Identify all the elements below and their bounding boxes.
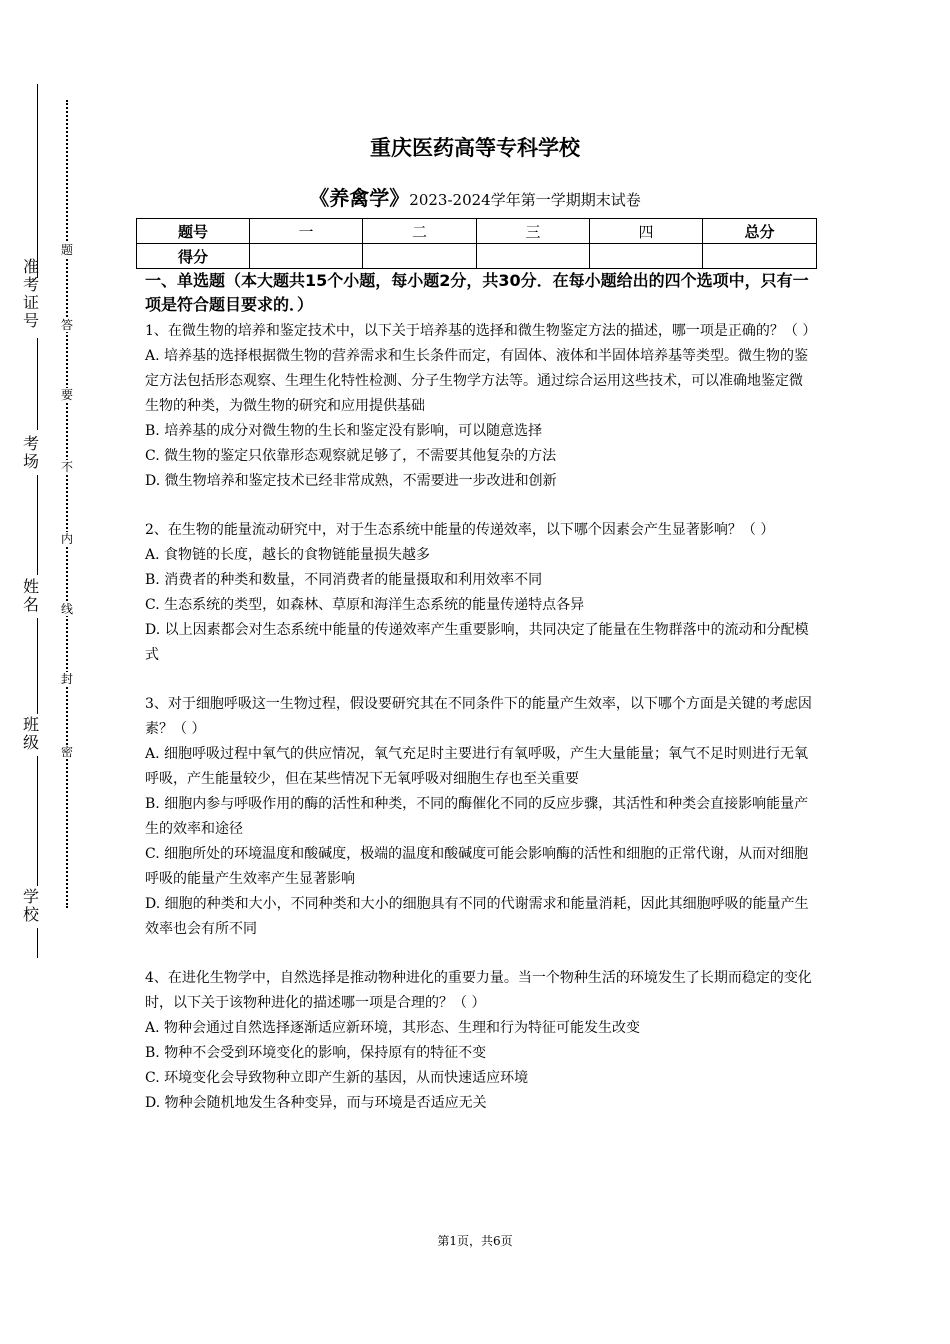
score-row-label: 得分: [137, 244, 250, 269]
margin-rule: [37, 475, 38, 575]
score-cell[interactable]: [363, 244, 477, 269]
seal-char: 内: [60, 532, 73, 546]
question: [145, 518, 813, 668]
seal-char: 密: [60, 745, 73, 759]
score-table-score-row: [137, 244, 817, 269]
page-number: 第1页，共6页: [437, 1234, 513, 1248]
score-header-cell: 总分: [703, 219, 817, 244]
section-heading: 一、单选题（本大题共15个小题，每小题2分，共30分．在每小题给出的四个选项中，只有一项是符合题目要求的．）: [145, 271, 809, 314]
question-option: B. 消费者的种类和数量，不同消费者的能量摄取和利用效率不同: [145, 572, 543, 588]
question-option: D. 以上因素都会对生态系统中能量的传递效率产生重要影响，共同决定了能量在生物群落中的流动和分配模式: [145, 622, 809, 663]
exam-id-label: 准考证号: [22, 257, 39, 330]
seal-char: 封: [60, 672, 73, 686]
exam-room-label: 考场: [22, 434, 39, 471]
question-option: C. 环境变化会导致物种立即产生新的基因，从而快速适应环境: [145, 1070, 529, 1086]
score-header-cell: 三: [477, 219, 590, 244]
seal-dotted-line: [66, 100, 68, 908]
class-label: 班级: [22, 715, 39, 752]
question-option: A. 培养基的选择根据微生物的营养需求和生长条件而定，有固体、液体和半固体培养基等类型。微生物的鉴定方法包括形态观察、生理生化特性检测、分子生物学方法等。通过综合运用这些技术，可以准确地鉴定微生物的种类，为微生物的研究和应用提供基础: [145, 348, 809, 414]
question-option: B. 培养基的成分对微生物的生长和鉴定没有影响，可以随意选择: [145, 423, 543, 439]
score-cell[interactable]: [590, 244, 703, 269]
score-header-cell: 四: [590, 219, 703, 244]
seal-char: 线: [60, 602, 73, 616]
school-label: 学校: [22, 887, 39, 924]
score-cell[interactable]: [703, 244, 817, 269]
question-option: B. 细胞内参与呼吸作用的酶的活性和种类，不同的酶催化不同的反应步骤，其活性和种类会直接影响能量产生的效率和途径: [145, 796, 809, 837]
score-table-header-row: [137, 219, 817, 244]
score-table: [136, 218, 817, 269]
exam-title: [0, 182, 950, 211]
question-option: B. 物种不会受到环境变化的影响，保持原有的特征不变: [145, 1045, 487, 1061]
score-header-cell: 题号: [137, 219, 250, 244]
question-option: A. 细胞呼吸过程中氧气的供应情况，氧气充足时主要进行有氧呼吸，产生大量能量；氧气不足时则进行无氧呼吸，产生能量较少，但在某些情况下无氧呼吸对细胞生存也至关重要: [145, 746, 809, 787]
exam-term: 2023-2024学年第一学期期末试卷: [409, 191, 641, 209]
margin-rule: [37, 618, 38, 714]
course-name: 《养禽学》: [309, 186, 410, 210]
score-cell[interactable]: [250, 244, 363, 269]
seal-char: 答: [60, 318, 73, 332]
question-option: C. 微生物的鉴定只依靠形态观察就足够了，不需要其他复杂的方法: [145, 448, 557, 464]
student-name-label: 姓名: [22, 577, 39, 614]
question-stem: 3、对于细胞呼吸这一生物过程，假设要研究其在不同条件下的能量产生效率，以下哪个方面是关键的考虑因素？（ ）: [145, 696, 812, 737]
question-option: C. 细胞所处的环境温度和酸碱度，极端的温度和酸碱度可能会影响酶的活性和细胞的正常代谢，从而对细胞呼吸的能量产生效率产生显著影响: [145, 846, 809, 887]
question-stem: 2、在生物的能量流动研究中，对于生态系统中能量的传递效率，以下哪个因素会产生显著影响？（ ）: [145, 522, 775, 538]
question: [145, 319, 817, 494]
score-cell[interactable]: [477, 244, 590, 269]
margin-rule: [37, 84, 38, 278]
seal-char: 要: [60, 388, 73, 402]
question-stem: 4、在进化生物学中，自然选择是推动物种进化的重要力量。当一个物种生活的环境发生了长期而稳定的变化时，以下关于该物种进化的描述哪一项是合理的？（ ）: [145, 970, 812, 1011]
score-header-cell: 一: [250, 219, 363, 244]
question-stem: 1、在微生物的培养和鉴定技术中，以下关于培养基的选择和微生物鉴定方法的描述，哪一项是正确的？（ ）: [145, 323, 817, 339]
seal-char: 不: [60, 460, 73, 474]
margin-rule: [37, 928, 38, 958]
score-header-cell: 二: [363, 219, 477, 244]
question-option: D. 微生物培养和鉴定技术已经非常成熟，不需要进一步改进和创新: [145, 473, 557, 489]
question-option: A. 食物链的长度，越长的食物链能量损失越多: [145, 547, 431, 563]
question: [145, 692, 813, 942]
question-option: D. 细胞的种类和大小，不同种类和大小的细胞具有不同的代谢需求和能量消耗，因此其细胞呼吸的能量产生效率也会有所不同: [145, 896, 809, 937]
question-option: D. 物种会随机地发生各种变异，而与环境是否适应无关: [145, 1095, 487, 1111]
school-name: 重庆医药高等专科学校: [370, 136, 580, 160]
margin-rule: [37, 338, 38, 430]
margin-rule: [37, 756, 38, 886]
exam-content: [145, 269, 817, 1140]
question-option: C. 生态系统的类型，如森林、草原和海洋生态系统的能量传递特点各异: [145, 597, 585, 613]
seal-char: 题: [60, 243, 73, 257]
question: [145, 966, 813, 1116]
question-option: A. 物种会通过自然选择逐渐适应新环境，其形态、生理和行为特征可能发生改变: [145, 1020, 641, 1036]
